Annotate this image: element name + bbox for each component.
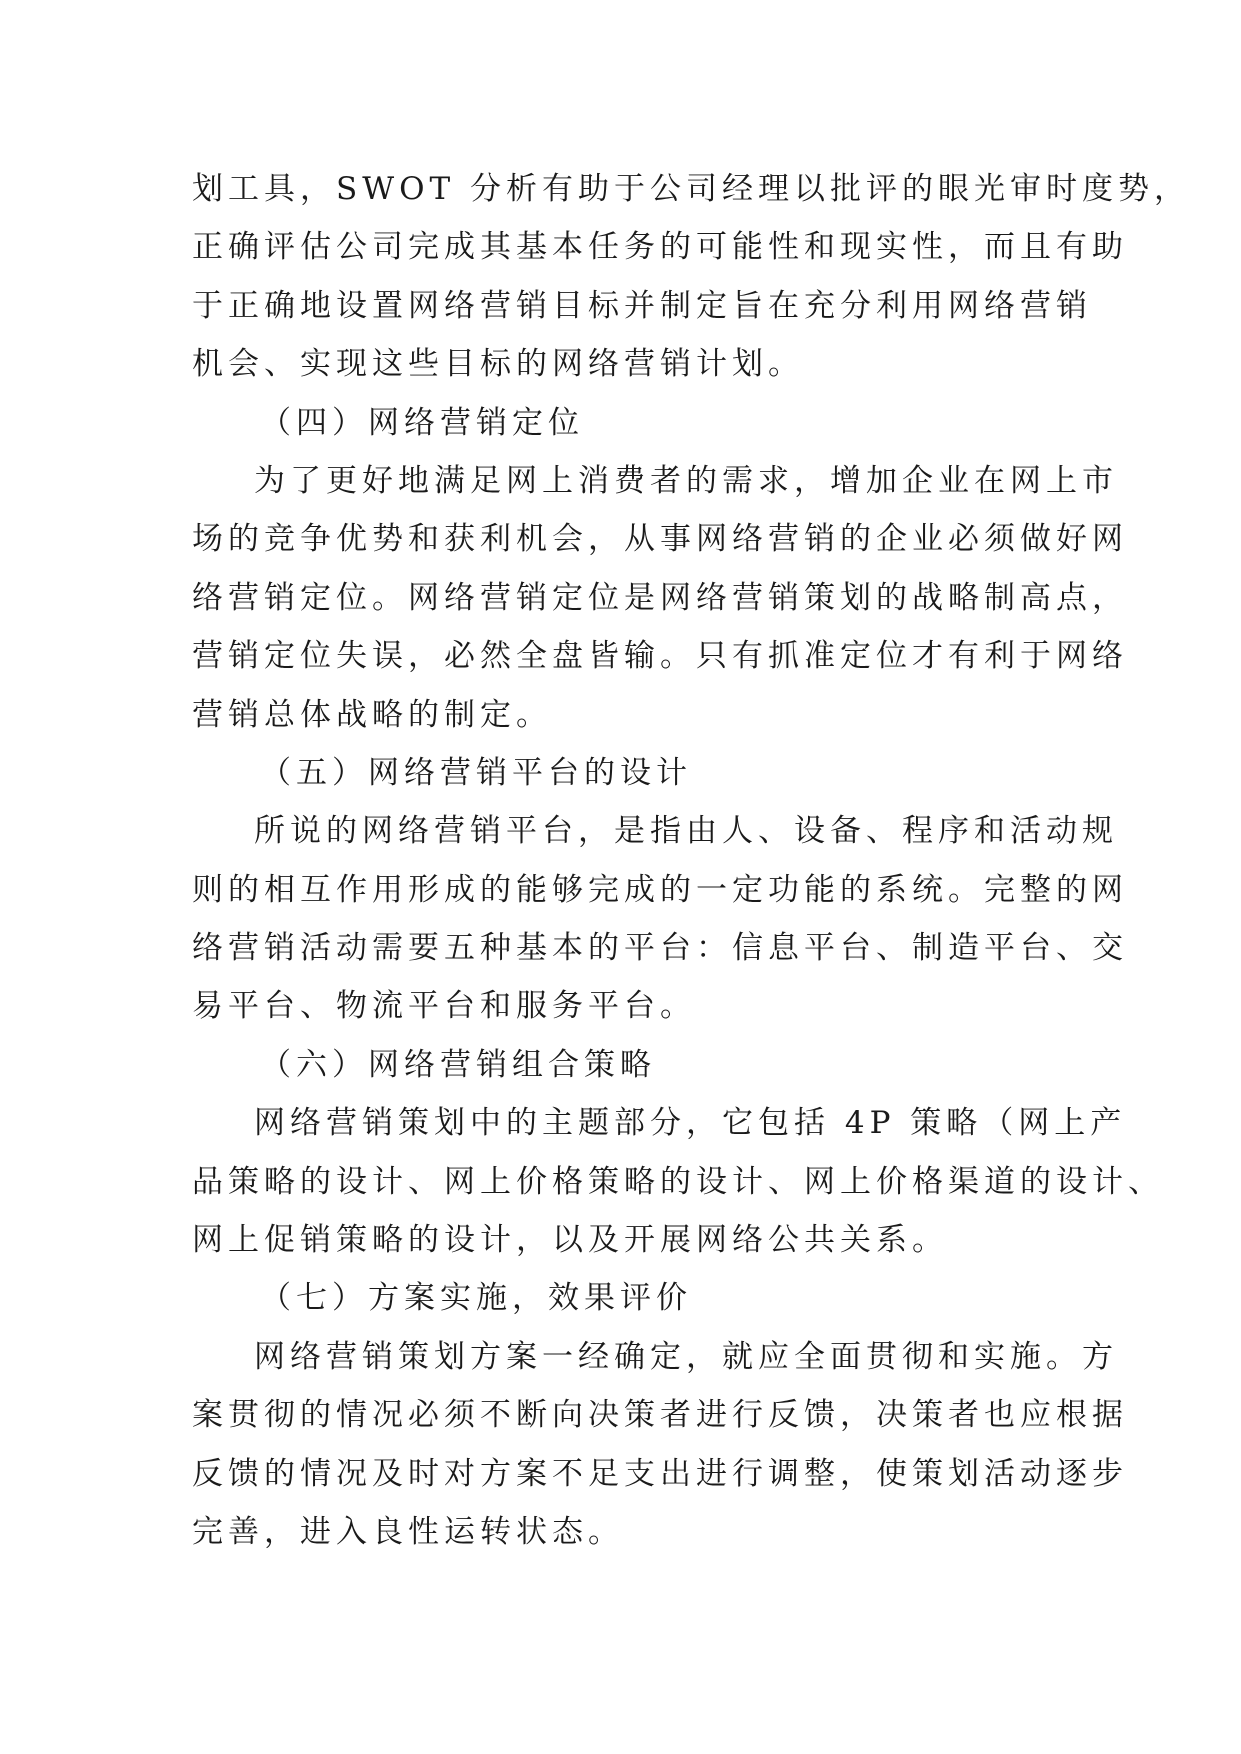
text-line: 反馈的情况及时对方案不足支出进行调整，使策划活动逐步 — [192, 1455, 1128, 1492]
paragraph-first-line: 网络营销策划中的主题部分，它包括 4P 策略（网上产 — [254, 1105, 1127, 1142]
paragraph-first-line: 为了更好地满足网上消费者的需求，增加企业在网上市 — [254, 462, 1118, 499]
text-line: 络营销活动需要五种基本的平台：信息平台、制造平台、交 — [192, 930, 1128, 967]
text-line: 网上促销策略的设计，以及开展网络公共关系。 — [192, 1222, 948, 1259]
text-line: 营销定位失误，必然全盘皆输。只有抓准定位才有利于网络 — [192, 638, 1128, 675]
text-line: 于正确地设置网络营销目标并制定旨在充分利用网络营销 — [192, 287, 1092, 324]
text-line: 则的相互作用形成的能够完成的一定功能的系统。完整的网 — [192, 871, 1128, 908]
section-heading: （七）方案实施，效果评价 — [260, 1280, 692, 1317]
text-line: 划工具，SWOT 分析有助于公司经理以批评的眼光审时度势， — [192, 171, 1191, 207]
section-heading: （四）网络营销定位 — [260, 404, 584, 441]
paragraph-first-line: 所说的网络营销平台，是指由人、设备、程序和活动规 — [254, 813, 1118, 850]
text-line: 品策略的设计、网上价格策略的设计、网上价格渠道的设计、 — [192, 1163, 1164, 1200]
text-line: 易平台、物流平台和服务平台。 — [192, 988, 696, 1025]
document-body — [192, 160, 1191, 1561]
section-heading: （五）网络营销平台的设计 — [260, 754, 692, 791]
section-heading: （六）网络营销组合策略 — [260, 1046, 656, 1083]
text-line: 案贯彻的情况必须不断向决策者进行反馈，决策者也应根据 — [192, 1397, 1128, 1434]
text-line: 完善，进入良性运转状态。 — [192, 1513, 624, 1550]
paragraph-first-line: 网络营销策划方案一经确定，就应全面贯彻和实施。方 — [254, 1338, 1118, 1375]
text-line: 场的竞争优势和获利机会，从事网络营销的企业必须做好网 — [192, 521, 1128, 558]
text-line: 营销总体战略的制定。 — [192, 696, 552, 733]
text-line: 机会、实现这些目标的网络营销计划。 — [192, 346, 804, 383]
text-line: 正确评估公司完成其基本任务的可能性和现实性，而且有助 — [192, 229, 1128, 266]
text-line: 络营销定位。网络营销定位是网络营销策划的战略制高点， — [192, 579, 1128, 616]
